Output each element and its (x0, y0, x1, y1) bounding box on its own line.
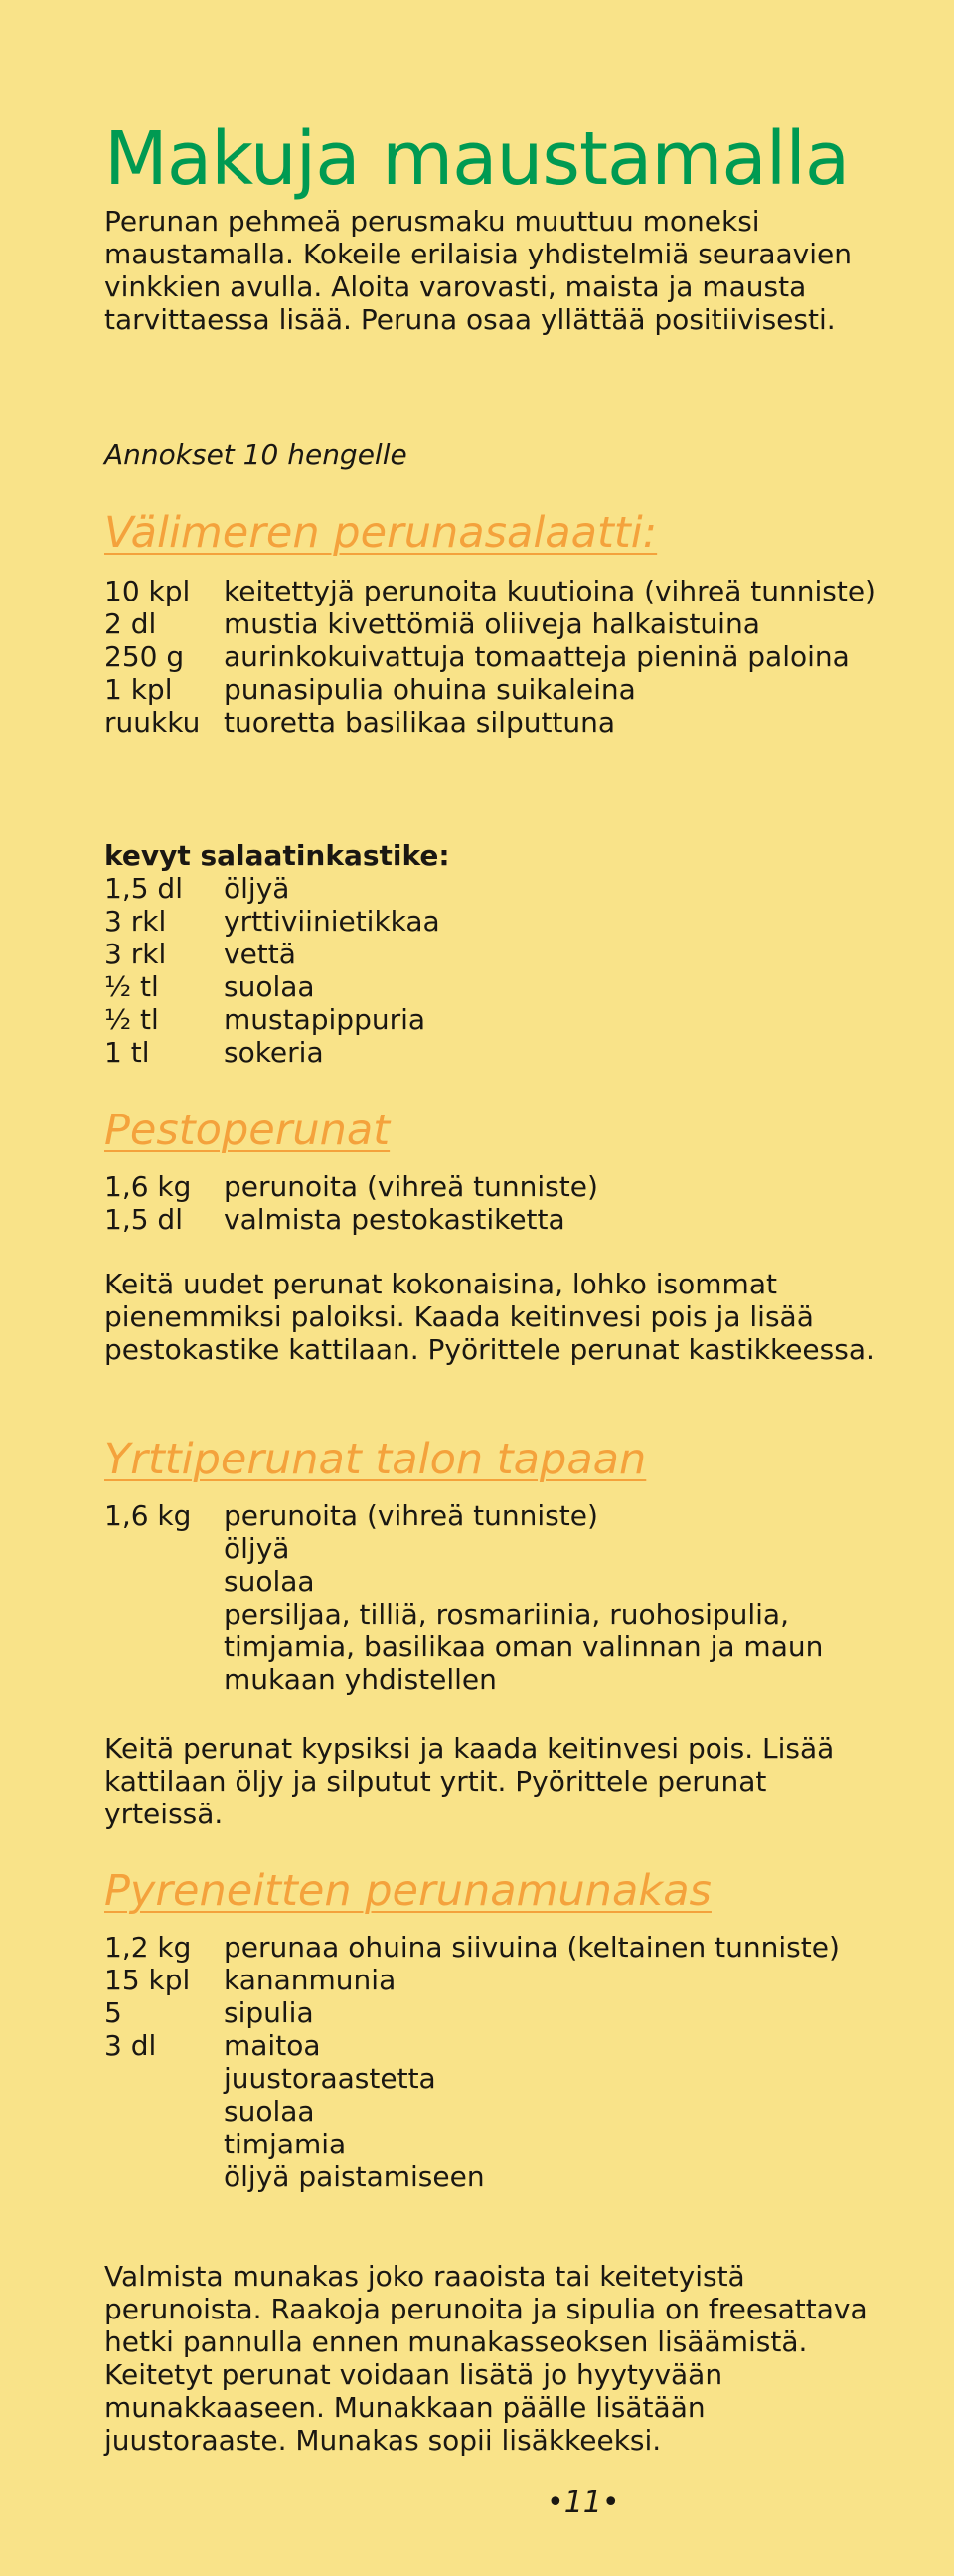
ingredient-text: valmista pestokastiketta (224, 1203, 565, 1236)
ingredient-text: suolaa (224, 970, 315, 1003)
ingredient-text: keitettyjä perunoita kuutioina (vihreä tunniste) (224, 575, 875, 607)
ingredient-quantity: 3 rkl (104, 938, 167, 970)
ingredient-list-yrtti (104, 1499, 889, 1696)
ingredient-text: aurinkokuivattuja tomaatteja pieninä paloina (224, 640, 850, 673)
ingredient-text: perunoita (vihreä tunniste) (224, 1170, 598, 1203)
ingredient-row (104, 905, 889, 938)
ingredient-text: sipulia (224, 1996, 314, 2029)
ingredient-text: öljyä paistamiseen (224, 2160, 485, 2193)
ingredient-quantity (104, 2160, 224, 2193)
ingredient-quantity: 1,5 dl (104, 872, 183, 905)
ingredient-row (104, 706, 889, 739)
ingredient-row (104, 2062, 889, 2095)
ingredient-row (104, 607, 889, 640)
method-text-munakas: Valmista munakas joko raaoista tai keitetyistä perunoista. Raakoja perunoita ja sipulia on freesattava hetki pannulla ennen munakasseoksen lisäämistä. Keitetyt perunat voidaan lisätä jo hyytyvään munakkaaseen. Munakkaan päälle lisätään juustoraaste. Munakas sopii lisäkkeeksi. (104, 2260, 868, 2457)
ingredient-quantity (104, 1565, 224, 1598)
ingredient-quantity: 10 kpl (104, 575, 191, 607)
ingredient-row (104, 1532, 889, 1565)
ingredient-row (104, 673, 889, 706)
ingredient-row (104, 938, 889, 970)
ingredient-quantity (104, 1598, 224, 1696)
ingredient-list-pesto (104, 1170, 889, 1236)
ingredient-text: suolaa (224, 2095, 315, 2128)
ingredient-quantity: ruukku (104, 706, 201, 739)
recipe-title-valimeren: Välimeren perunasalaatti: (104, 508, 658, 558)
intro-text: Perunan pehmeä perusmaku muuttuu moneksi maustamalla. Kokeile erilaisia yhdistelmiä seuraavien vinkkien avulla. Aloita varovasti, maista ja mausta tarvittaessa lisää. Peruna osaa yllättää positiivisesti. (104, 205, 853, 336)
ingredient-quantity: 5 (104, 1996, 122, 2029)
ingredient-text: maitoa (224, 2029, 321, 2062)
ingredient-text: suolaa (224, 1565, 315, 1598)
ingredient-row (104, 2160, 889, 2193)
ingredient-row (104, 1499, 889, 1532)
recipe-title-munakas: Pyreneitten perunamunakas (104, 1866, 712, 1916)
ingredient-row (104, 1931, 889, 1964)
ingredient-text: mustapippuria (224, 1003, 426, 1036)
ingredient-row (104, 640, 889, 673)
ingredient-text: mustia kivettömiä oliiveja halkaistuina (224, 607, 760, 640)
ingredient-row (104, 2095, 889, 2128)
ingredient-quantity: 3 dl (104, 2029, 157, 2062)
ingredient-row (104, 575, 889, 607)
ingredient-quantity: ½ tl (104, 970, 159, 1003)
method-text-yrtti: Keitä perunat kypsiksi ja kaada keitinvesi pois. Lisää kattilaan öljy ja silputut yrtit. Pyörittele perunat yrteissä. (104, 1732, 835, 1830)
ingredient-row (104, 1996, 889, 2029)
ingredient-row (104, 1598, 889, 1696)
ingredient-quantity: ½ tl (104, 1003, 159, 1036)
ingredient-list-munakas (104, 1931, 889, 2193)
ingredient-text: tuoretta basilikaa silputtuna (224, 706, 616, 739)
ingredient-text: sokeria (224, 1036, 324, 1069)
ingredient-row (104, 1170, 889, 1203)
dressing-subheading: kevyt salaatinkastike: (104, 839, 450, 872)
ingredient-text: öljyä (224, 1532, 290, 1565)
ingredient-quantity: 15 kpl (104, 1964, 191, 1996)
page-title: Makuja maustamalla (104, 116, 850, 202)
ingredient-row (104, 872, 889, 905)
ingredient-text: perunoita (vihreä tunniste) (224, 1499, 598, 1532)
page-number: •11• (547, 2486, 620, 2520)
ingredient-row (104, 1203, 889, 1236)
method-text-pesto: Keitä uudet perunat kokonaisina, lohko isommat pienemmiksi paloiksi. Kaada keitinvesi pois ja lisää pestokastike kattilaan. Pyörittele perunat kastikkeessa. (104, 1268, 874, 1366)
ingredient-quantity (104, 2128, 224, 2160)
ingredient-quantity: 250 g (104, 640, 185, 673)
ingredient-row (104, 1964, 889, 1996)
ingredient-text: yrttiviinietikkaa (224, 905, 440, 938)
ingredient-text: timjamia (224, 2128, 347, 2160)
ingredient-quantity (104, 2062, 224, 2095)
ingredient-quantity: 1 kpl (104, 673, 173, 706)
ingredient-row (104, 1565, 889, 1598)
ingredient-text: punasipulia ohuina suikaleina (224, 673, 636, 706)
ingredient-list-valimeren (104, 575, 889, 739)
ingredient-row (104, 2128, 889, 2160)
ingredient-row (104, 1036, 889, 1069)
dressing-list (104, 839, 889, 1069)
ingredient-quantity: 1 tl (104, 1036, 150, 1069)
ingredient-quantity: 3 rkl (104, 905, 167, 938)
ingredient-row (104, 2029, 889, 2062)
ingredient-text: persiljaa, tilliä, rosmariinia, ruohosipulia, timjamia, basilikaa oman valinnan ja maun mukaan yhdistellen (224, 1598, 824, 1696)
ingredient-text: perunaa ohuina siivuina (keltainen tunniste) (224, 1931, 840, 1964)
ingredient-quantity: 1,5 dl (104, 1203, 183, 1236)
ingredient-quantity: 1,2 kg (104, 1931, 192, 1964)
ingredient-text: juustoraastetta (224, 2062, 436, 2095)
ingredient-quantity: 1,6 kg (104, 1170, 192, 1203)
ingredient-text: öljyä (224, 872, 290, 905)
recipe-title-pesto: Pestoperunat (104, 1106, 391, 1155)
ingredient-quantity: 2 dl (104, 607, 157, 640)
servings-note: Annokset 10 hengelle (104, 438, 407, 471)
ingredient-text: kananmunia (224, 1964, 397, 1996)
ingredient-quantity (104, 2095, 224, 2128)
ingredient-row (104, 1003, 889, 1036)
ingredient-quantity: 1,6 kg (104, 1499, 192, 1532)
ingredient-text: vettä (224, 938, 296, 970)
ingredient-row (104, 970, 889, 1003)
ingredient-quantity (104, 1532, 224, 1565)
recipe-title-yrtti: Yrttiperunat talon tapaan (104, 1435, 647, 1484)
